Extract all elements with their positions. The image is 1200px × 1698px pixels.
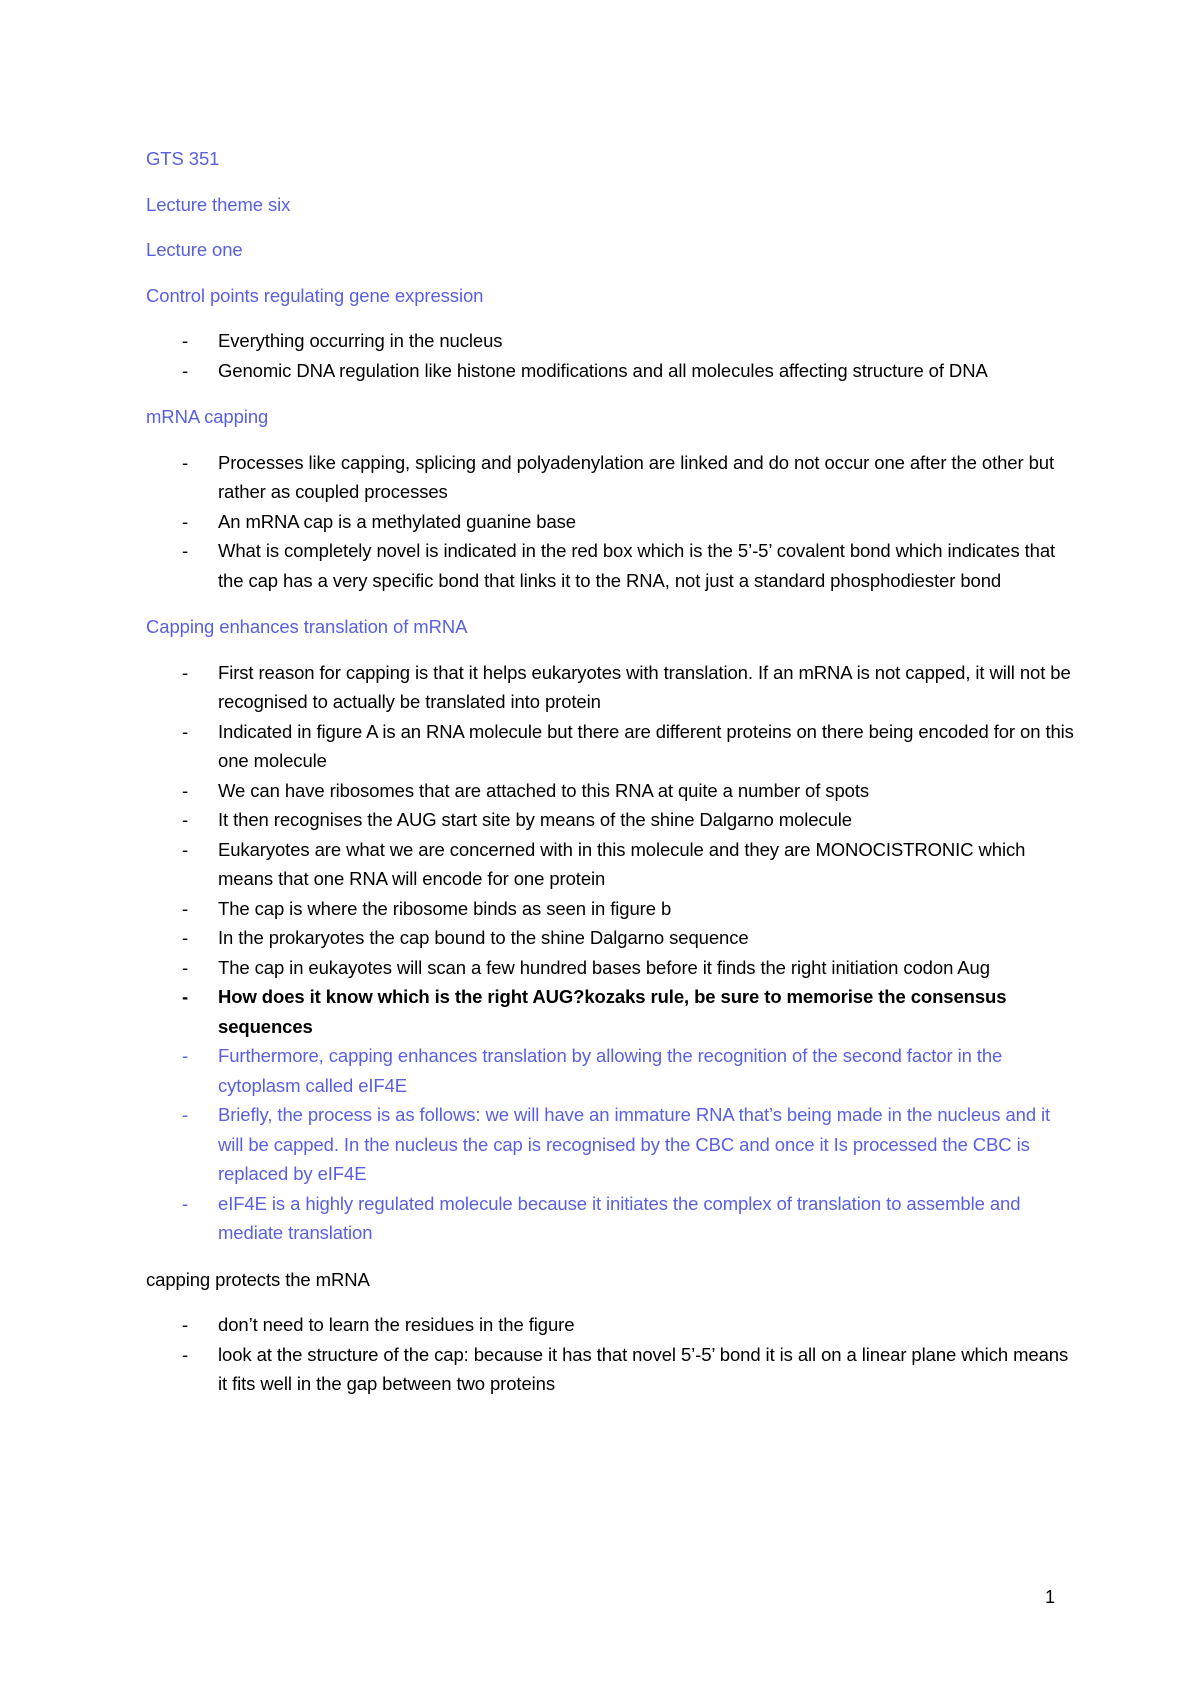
list-item-text: How does it know which is the right AUG?kozaks rule, be sure to memorise the consensus sequences [218,986,1007,1037]
bullet-dash: - [182,838,189,860]
list-item-text: Furthermore, capping enhances translation by allowing the recognition of the second factor in the cytoplasm called eIF4E [218,1045,1003,1096]
list-item [146,776,1076,806]
list-item [146,1189,1076,1248]
bullet-dash: - [182,927,189,948]
bullet-dash: - [182,956,189,978]
bullet-dash: - [182,510,189,532]
section-heading: capping protects the mRNA [146,1268,370,1290]
list-item [146,536,1076,595]
bullet-dash: - [182,330,189,351]
list-item-text: Genomic DNA regulation like histone modifications and all molecules affecting structure of DNA [218,359,988,381]
list-item [146,326,1076,356]
list-item-text: don’t need to learn the residues in the figure [218,1314,575,1335]
bullet-dash: - [182,451,189,473]
course-title: GTS 351 [146,148,220,169]
list-item [146,1340,1076,1399]
list-item [146,507,1076,537]
bullet-list [146,326,1076,385]
bullet-dash: - [182,1192,189,1214]
list-item-text: Processes like capping, splicing and polyadenylation are linked and do not occur one after the other but rather as coupled processes [218,451,1055,502]
bullet-list [146,448,1076,596]
list-item-text: Indicated in figure A is an RNA molecule but there are different proteins on there being encoded for on this one molecule [218,720,1074,771]
bullet-list [146,658,1076,1248]
list-item [146,658,1076,717]
bullet-dash: - [182,1045,189,1066]
list-item [146,1100,1076,1189]
bullet-dash: - [182,809,189,830]
document-body [146,144,1076,1399]
list-item-text: We can have ribosomes that are attached to this RNA at quite a number of spots [218,779,870,801]
sections-container [146,281,1076,1399]
lecture-number: Lecture one [146,239,243,260]
list-item [146,894,1076,924]
bullet-dash: - [182,1314,189,1335]
bullet-dash: - [182,779,189,801]
list-item [146,835,1076,894]
list-item [146,982,1076,1041]
list-item-text: Eukaryotes are what we are concerned with in this molecule and they are MONOCISTRONIC which means that one RNA will encode for one protein [218,838,1026,889]
list-item-text: First reason for capping is that it helps eukaryotes with translation. If an mRNA is not capped, it will not be recognised to actually be translated into protein [218,661,1071,712]
list-item [146,1041,1076,1100]
list-item-text: It then recognises the AUG start site by means of the shine Dalgarno molecule [218,809,852,830]
list-item-text: The cap in eukayotes will scan a few hundred bases before it finds the right initiation codon Aug [218,956,990,978]
bullet-dash: - [182,359,189,381]
list-item-text: Briefly, the process is as follows: we will have an immature RNA that’s being made in the nucleus and it will be capped. In the nucleus the cap is recognised by the CBC and once it Is processed the CBC is replaced by eIF4E [218,1104,1051,1184]
list-item [146,805,1076,835]
list-item [146,1310,1076,1340]
bullet-dash: - [182,540,189,561]
bullet-dash: - [182,661,189,683]
list-item-text: An mRNA cap is a methylated guanine base [218,510,576,532]
list-item-text: In the prokaryotes the cap bound to the shine Dalgarno sequence [218,927,749,948]
list-item-text: Everything occurring in the nucleus [218,330,503,351]
list-item [146,717,1076,776]
list-item-text: look at the structure of the cap: because it has that novel 5’-5’ bond it is all on a linear plane which means it fits well in the gap between two proteins [218,1343,1069,1394]
section-heading: mRNA capping [146,406,269,427]
bullet-dash: - [182,897,189,919]
bullet-list [146,1310,1076,1399]
section-heading: Capping enhances translation of mRNA [146,616,468,637]
list-item [146,953,1076,983]
bullet-dash: - [182,986,189,1007]
bullet-dash: - [182,1343,189,1365]
list-item [146,448,1076,507]
list-item [146,356,1076,386]
bullet-dash: - [182,1104,189,1125]
list-item [146,923,1076,953]
list-item-text: eIF4E is a highly regulated molecule because it initiates the complex of translation to assemble and mediate translation [218,1192,1021,1243]
section-heading: Control points regulating gene expression [146,284,484,306]
page-number: 1 [1045,1587,1056,1607]
bullet-dash: - [182,720,189,742]
list-item-text: What is completely novel is indicated in the red box which is the 5’-5’ covalent bond which indicates that the cap has a very specific bond that links it to the RNA, not just a standard phosphodiester bond [218,540,1056,591]
list-item-text: The cap is where the ribosome binds as seen in figure b [218,897,672,919]
lecture-theme: Lecture theme six [146,193,291,215]
